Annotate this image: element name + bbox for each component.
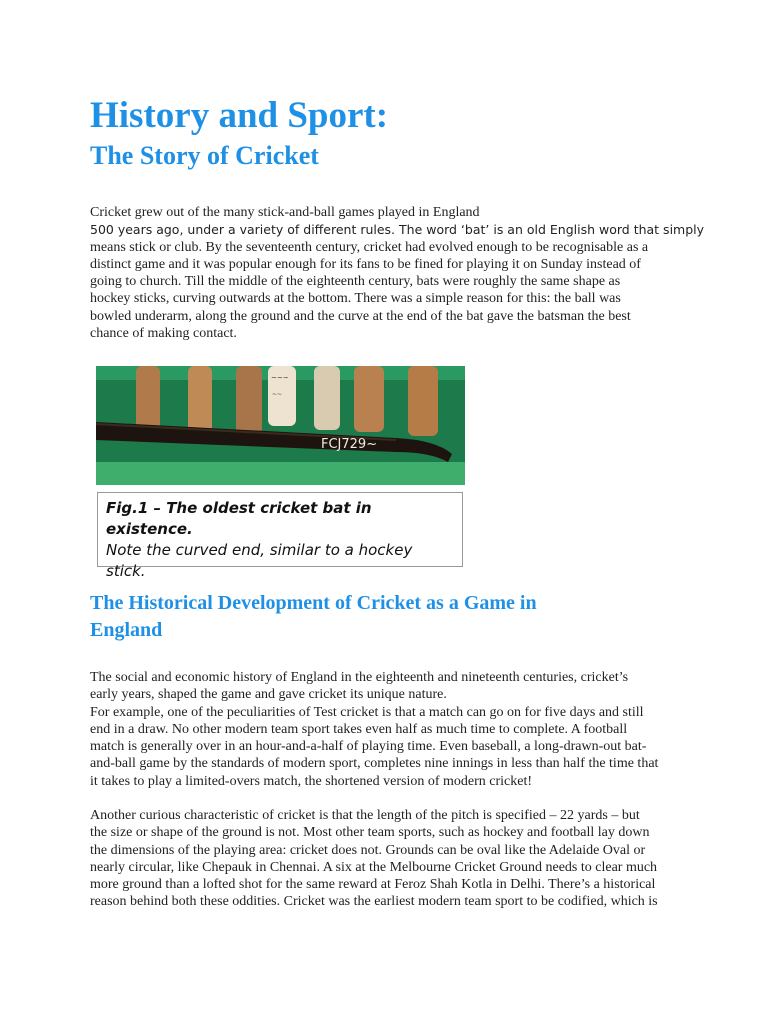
paragraph-line: nearly circular, like Chepauk in Chennai. A six at the Melbourne Cricket Ground needs to clear much [90, 859, 658, 875]
pitch-paragraph [90, 807, 690, 911]
paragraph-line: early years, shaped the game and gave cricket its unique nature. [90, 687, 447, 703]
paragraph-line: end in a draw. No other modern team sport takes even half as much time to complete. A football [90, 721, 628, 737]
intro-line: distinct game and it was popular enough for its fans to be fined for playing it on Sunday instead of [90, 256, 641, 272]
svg-text:~~: ~~ [272, 391, 283, 398]
paragraph-line: Another curious characteristic of cricket is that the length of the pitch is specified – 22 yards – but [90, 808, 640, 823]
paragraph-line: the size or shape of the ground is not. Most other team sports, such as hockey and football lay down [90, 825, 650, 841]
paragraph-line: match is generally over in an hour-and-a-half of playing time. Even baseball, a long-drawn-out bat- [90, 739, 647, 755]
caption-text: Note the curved end, similar to a hockey [106, 541, 413, 559]
development-paragraph [90, 669, 690, 790]
intro-line: chance of making contact. [90, 326, 237, 342]
svg-text:~~~: ~~~ [271, 374, 289, 382]
intro-line: hockey sticks, curving outwards at the bottom. There was a simple reason for this: the ball was [90, 291, 621, 307]
page-title: History and Sport: [90, 95, 389, 136]
intro-line: bowled underarm, along the ground and the curve at the end of the bat gave the batsman the best [90, 308, 631, 324]
intro-line: 500 years ago, under a variety of different rules. The word ‘bat’ is an old English word that simply [90, 222, 705, 238]
paragraph-line: reason behind both these oddities. Cricket was the earliest modern team sport to be codified, which is [90, 894, 658, 910]
paragraph-line: The social and economic history of England in the eighteenth and nineteenth centuries, cricket’s [90, 670, 629, 685]
paragraph-line: For example, one of the peculiarities of Test cricket is that a match can go on for five days and still [90, 704, 644, 720]
intro-paragraph [90, 204, 705, 342]
section-heading-line: England [90, 619, 163, 641]
paragraph-line: the dimensions of the playing area: cricket does not. Grounds can be oval like the Adelaide Oval or [90, 842, 646, 858]
page-subtitle: The Story of Cricket [90, 141, 319, 170]
figure-caption [97, 492, 463, 580]
section-heading-line: The Historical Development of Cricket as a Game in [90, 592, 537, 614]
paragraph-line: it takes to play a limited-overs match, the shortened version of modern cricket! [90, 773, 533, 789]
bat-inscription: FCJ729~ [321, 437, 378, 452]
oldest-bat-photo [96, 366, 465, 485]
intro-line: Cricket grew out of the many stick-and-ball games played in England [90, 205, 480, 220]
caption-title: Fig.1 – The oldest cricket bat in existence. [106, 499, 372, 538]
intro-line: means stick or club. By the seventeenth century, cricket had evolved enough to be recognisable as a [90, 239, 649, 255]
bat-photo-illustration [96, 366, 465, 485]
paragraph-line: and-ball game by the standards of modern sport, completes nine innings in less than half the time that [90, 756, 659, 772]
intro-line: going to church. Till the middle of the eighteenth century, bats were roughly the same shape as [90, 274, 621, 290]
paragraph-line: more ground than a lofted shot for the same reward at Feroz Shah Kotla in Delhi. There’s a historical [90, 877, 656, 893]
section-heading [90, 590, 650, 644]
caption-text: stick. [106, 562, 146, 580]
